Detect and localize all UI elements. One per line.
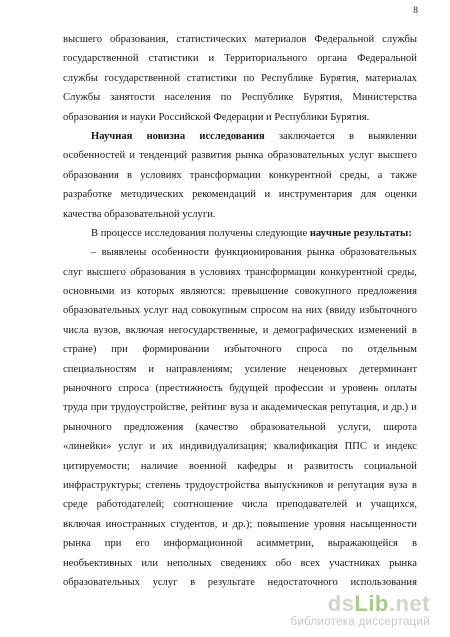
word: обо xyxy=(275,557,292,569)
word: и xyxy=(148,363,154,375)
word: спроса xyxy=(118,383,150,395)
word: соотношение xyxy=(173,499,233,511)
word: рыночного xyxy=(63,421,112,433)
text-line xyxy=(63,166,417,185)
word: выявлены xyxy=(101,247,147,259)
text-line xyxy=(63,69,417,88)
word: рынка xyxy=(63,538,91,550)
word: цитируемости; xyxy=(63,460,130,472)
bold-word: результаты: xyxy=(353,227,412,239)
word: и xyxy=(327,479,334,491)
word: образовательных xyxy=(63,576,140,588)
text-line xyxy=(63,88,417,107)
word: населения xyxy=(164,92,211,104)
word: Российской xyxy=(158,111,211,123)
word: среды, xyxy=(387,266,417,278)
word: оценки xyxy=(384,189,417,201)
word: и xyxy=(373,441,380,453)
word: Республике xyxy=(261,72,314,84)
word: науки xyxy=(129,111,156,123)
bold-word: новизна xyxy=(146,130,186,142)
word: государственной xyxy=(104,72,181,84)
word: уровня xyxy=(313,518,346,530)
word: и xyxy=(329,383,336,395)
word: образовательных xyxy=(340,247,417,259)
word: профессии xyxy=(274,383,324,395)
word: трудоустройства xyxy=(184,479,260,491)
text-line xyxy=(63,243,417,262)
text-line xyxy=(63,340,417,359)
text-line xyxy=(63,534,417,553)
word: получены xyxy=(208,227,253,239)
word: репутация, xyxy=(330,402,380,414)
text-line xyxy=(63,360,417,379)
word: также xyxy=(390,169,417,181)
word: его xyxy=(135,538,150,550)
word: социальной xyxy=(364,460,417,472)
word: отдельным xyxy=(367,344,417,356)
word: формировании xyxy=(142,344,210,356)
word: и xyxy=(262,324,269,336)
word: и xyxy=(264,189,271,201)
word: в xyxy=(348,130,354,142)
watermark-logo-part-ds: ds xyxy=(327,591,355,616)
word: выявлении xyxy=(368,130,417,142)
watermark-subtitle: библиотека диссертаций xyxy=(290,616,430,628)
word: в xyxy=(127,169,133,181)
word: оплаты xyxy=(384,383,417,395)
word: образования, xyxy=(109,34,169,45)
word: выпускников xyxy=(264,479,324,491)
word: для xyxy=(360,189,377,201)
word: предложения xyxy=(357,286,417,298)
word: Бурятия. xyxy=(330,111,370,123)
word: спросом xyxy=(250,305,289,317)
text-line xyxy=(63,476,417,495)
text-line xyxy=(63,263,417,282)
word: и xyxy=(382,402,389,414)
word: наличие xyxy=(140,460,178,472)
word: избыточного xyxy=(359,305,417,317)
word: уровень xyxy=(342,383,379,395)
text-line xyxy=(63,146,417,165)
text-line xyxy=(63,495,417,514)
word: выражающейся xyxy=(327,538,398,550)
word: В xyxy=(91,227,99,239)
word: при xyxy=(104,538,122,550)
word: среды, xyxy=(339,169,370,181)
word: образования xyxy=(130,266,186,278)
word: заключается xyxy=(278,130,335,142)
word: – xyxy=(91,247,97,259)
text-line xyxy=(63,573,417,592)
word: высшего xyxy=(86,266,126,278)
word: необъективных xyxy=(63,557,133,569)
watermark-logo xyxy=(290,593,430,629)
word: рекомендаций xyxy=(192,189,256,201)
word: специальностям xyxy=(63,363,137,375)
word: службы xyxy=(382,34,417,45)
word: повышение xyxy=(257,518,310,530)
text-line xyxy=(63,127,417,146)
text-line xyxy=(63,379,417,398)
word: будущей xyxy=(229,383,269,395)
word: Службы xyxy=(63,92,101,104)
word: образовательных xyxy=(63,305,140,317)
text-line xyxy=(63,282,417,301)
word: индивидуализация; xyxy=(179,441,268,453)
word: предложения xyxy=(123,421,184,433)
word: сведениях xyxy=(220,557,267,569)
word: и xyxy=(251,402,258,414)
word: или xyxy=(141,557,159,569)
watermark-logo-part-lib: Lib xyxy=(354,591,389,616)
word: над xyxy=(171,305,188,317)
text-line xyxy=(63,301,417,320)
bold-word: Научная xyxy=(91,130,133,142)
word: материалов xyxy=(254,34,307,45)
word: конкурентной xyxy=(320,266,383,278)
word: военной xyxy=(189,460,227,472)
word: стране) xyxy=(63,344,97,356)
word: и xyxy=(266,111,272,123)
text-line xyxy=(63,398,417,417)
text-line xyxy=(63,224,417,243)
word: услуг xyxy=(152,576,178,588)
text-line xyxy=(63,205,417,224)
word: детерминант xyxy=(359,363,417,375)
word: недостаточного xyxy=(267,576,338,588)
word: и xyxy=(287,460,293,472)
text-line xyxy=(63,185,417,204)
word: особенностей xyxy=(63,150,126,162)
word: методических xyxy=(120,189,184,201)
word: развития xyxy=(191,150,232,162)
word: разработке xyxy=(63,189,112,201)
word: совокупного xyxy=(294,286,352,298)
word: репутация xyxy=(337,479,385,491)
word: рынка xyxy=(389,557,417,569)
word: следующие xyxy=(255,227,308,239)
word: материалах xyxy=(365,72,417,84)
word: высшего xyxy=(377,150,417,162)
word: Федеральной xyxy=(314,34,375,45)
word: насыщенности xyxy=(349,518,417,530)
word: службы xyxy=(63,72,98,84)
word: и xyxy=(149,441,156,453)
word: особенности xyxy=(151,247,210,259)
word: развитость xyxy=(303,460,354,472)
word: и xyxy=(121,111,128,123)
word: иностранных xyxy=(105,518,166,530)
word: рынка xyxy=(306,247,335,259)
word: рынка xyxy=(235,150,264,162)
word: всех xyxy=(300,557,321,569)
watermark-logo-text xyxy=(290,593,430,615)
word: образовательных xyxy=(267,150,345,162)
word: и xyxy=(411,402,417,414)
word: включая xyxy=(125,324,164,336)
word: услуг xyxy=(143,305,169,317)
text-line xyxy=(63,49,417,68)
word: образования xyxy=(63,111,119,123)
word: др.); xyxy=(232,518,253,530)
word: условиях xyxy=(199,266,241,278)
word: в xyxy=(190,576,196,588)
word: академическая xyxy=(260,402,328,414)
word: инструментария xyxy=(278,189,353,201)
text-line xyxy=(63,437,417,456)
word: вузов, xyxy=(93,324,121,336)
word: Бурятия, xyxy=(319,72,359,84)
word: в xyxy=(411,538,417,550)
word: на xyxy=(291,305,303,317)
word: трансформации xyxy=(189,169,261,181)
word: неценовых xyxy=(298,363,348,375)
word: превышение xyxy=(231,286,289,298)
word: образования xyxy=(63,169,119,181)
word: рейтинг xyxy=(191,402,227,414)
word: демографических xyxy=(273,324,354,336)
word: в xyxy=(190,266,196,278)
word: вуза xyxy=(388,479,408,491)
word: в xyxy=(411,479,417,491)
word: информационной xyxy=(163,538,243,550)
word: преподавателей xyxy=(276,499,348,511)
word: числа xyxy=(241,499,268,511)
text-line xyxy=(63,515,417,534)
word: усиление xyxy=(244,363,287,375)
word: которых xyxy=(136,286,175,298)
word: основными xyxy=(63,286,115,298)
word: направлениям; xyxy=(165,363,233,375)
word: статистических xyxy=(176,34,247,45)
word: услуги. xyxy=(182,208,216,220)
word: государственной xyxy=(63,53,139,65)
text-line xyxy=(63,321,417,340)
word: избыточного xyxy=(224,344,282,356)
word: из xyxy=(120,286,131,298)
word: условиях xyxy=(140,169,182,181)
word: Министерства xyxy=(352,92,417,104)
word: услуги, xyxy=(337,421,372,433)
word: включая xyxy=(63,518,101,530)
text-line xyxy=(63,30,417,49)
word: Республики xyxy=(274,111,328,123)
document-body xyxy=(63,30,417,592)
word: (ввиду xyxy=(325,305,356,317)
word: степень xyxy=(145,479,181,491)
word: среде xyxy=(63,499,88,511)
word: ППС xyxy=(344,441,367,453)
word: (качество xyxy=(195,421,239,433)
word: высшего xyxy=(63,34,103,45)
word: Республике xyxy=(241,92,294,104)
word: учащихся, xyxy=(370,499,417,511)
word: статистики xyxy=(186,72,237,84)
word: кафедры xyxy=(237,460,277,472)
word: процессе xyxy=(100,227,142,239)
word: по xyxy=(220,92,232,104)
word: при xyxy=(111,344,128,356)
word: а xyxy=(377,169,383,181)
word: совокупным xyxy=(191,305,247,317)
word: конкурентной xyxy=(268,169,332,181)
page-number: 8 xyxy=(413,6,418,16)
text-line xyxy=(63,418,417,437)
word: исследования xyxy=(144,227,206,239)
word: использования xyxy=(350,576,417,588)
watermark-logo-part-net: .net xyxy=(388,591,430,616)
word: являются: xyxy=(180,286,226,298)
word: рыночного xyxy=(63,383,112,395)
word: «линейки» xyxy=(63,441,112,453)
word: труда xyxy=(63,402,88,414)
bold-word: научные xyxy=(309,227,352,239)
word: участниках xyxy=(329,557,381,569)
word: по xyxy=(243,72,255,84)
word: трудоустройстве, xyxy=(110,402,188,414)
word: (престижность xyxy=(155,383,223,395)
word: и xyxy=(208,53,215,65)
word: работодателей; xyxy=(96,499,165,511)
word: органа xyxy=(317,53,348,65)
word: образовательной xyxy=(250,421,326,433)
word: и xyxy=(129,150,136,162)
word: вуза xyxy=(230,402,249,414)
word: по xyxy=(341,344,353,356)
text-line xyxy=(63,457,417,476)
word: их xyxy=(162,441,173,453)
word: статистики xyxy=(148,53,199,65)
word: в xyxy=(411,324,417,336)
bold-word: исследования xyxy=(199,130,265,142)
word: др.) xyxy=(391,402,409,414)
word: слуг xyxy=(63,266,83,278)
word: занятости xyxy=(110,92,155,104)
word: Бурятия, xyxy=(303,92,343,104)
word: Федерации xyxy=(213,111,264,123)
word: асимметрии, xyxy=(256,538,314,550)
word: трансформации xyxy=(245,266,316,278)
word: тенденций xyxy=(139,150,188,162)
word: них xyxy=(305,305,323,317)
text-line xyxy=(63,108,417,127)
word: качества xyxy=(63,208,102,220)
word: широта xyxy=(383,421,417,433)
word: студентов, xyxy=(170,518,218,530)
word: результате xyxy=(207,576,255,588)
word: квалификация xyxy=(273,441,338,453)
word: изменений xyxy=(358,324,407,336)
word: услуг xyxy=(348,150,374,162)
word: функционирования xyxy=(214,247,302,259)
word: и xyxy=(222,518,228,530)
word: индекс xyxy=(385,441,417,453)
word: негосударственные, xyxy=(168,324,258,336)
word: и xyxy=(356,499,362,511)
word: Территориального xyxy=(224,53,308,65)
word: инфраструктуры; xyxy=(63,479,142,491)
word: спроса xyxy=(296,344,328,356)
word: числа xyxy=(63,324,89,336)
text-line xyxy=(63,554,417,573)
word: при xyxy=(90,402,108,414)
word: неполных xyxy=(167,557,212,569)
word: образовательной xyxy=(104,208,180,220)
word: услуг xyxy=(118,441,144,453)
word: Федеральной xyxy=(357,53,417,65)
